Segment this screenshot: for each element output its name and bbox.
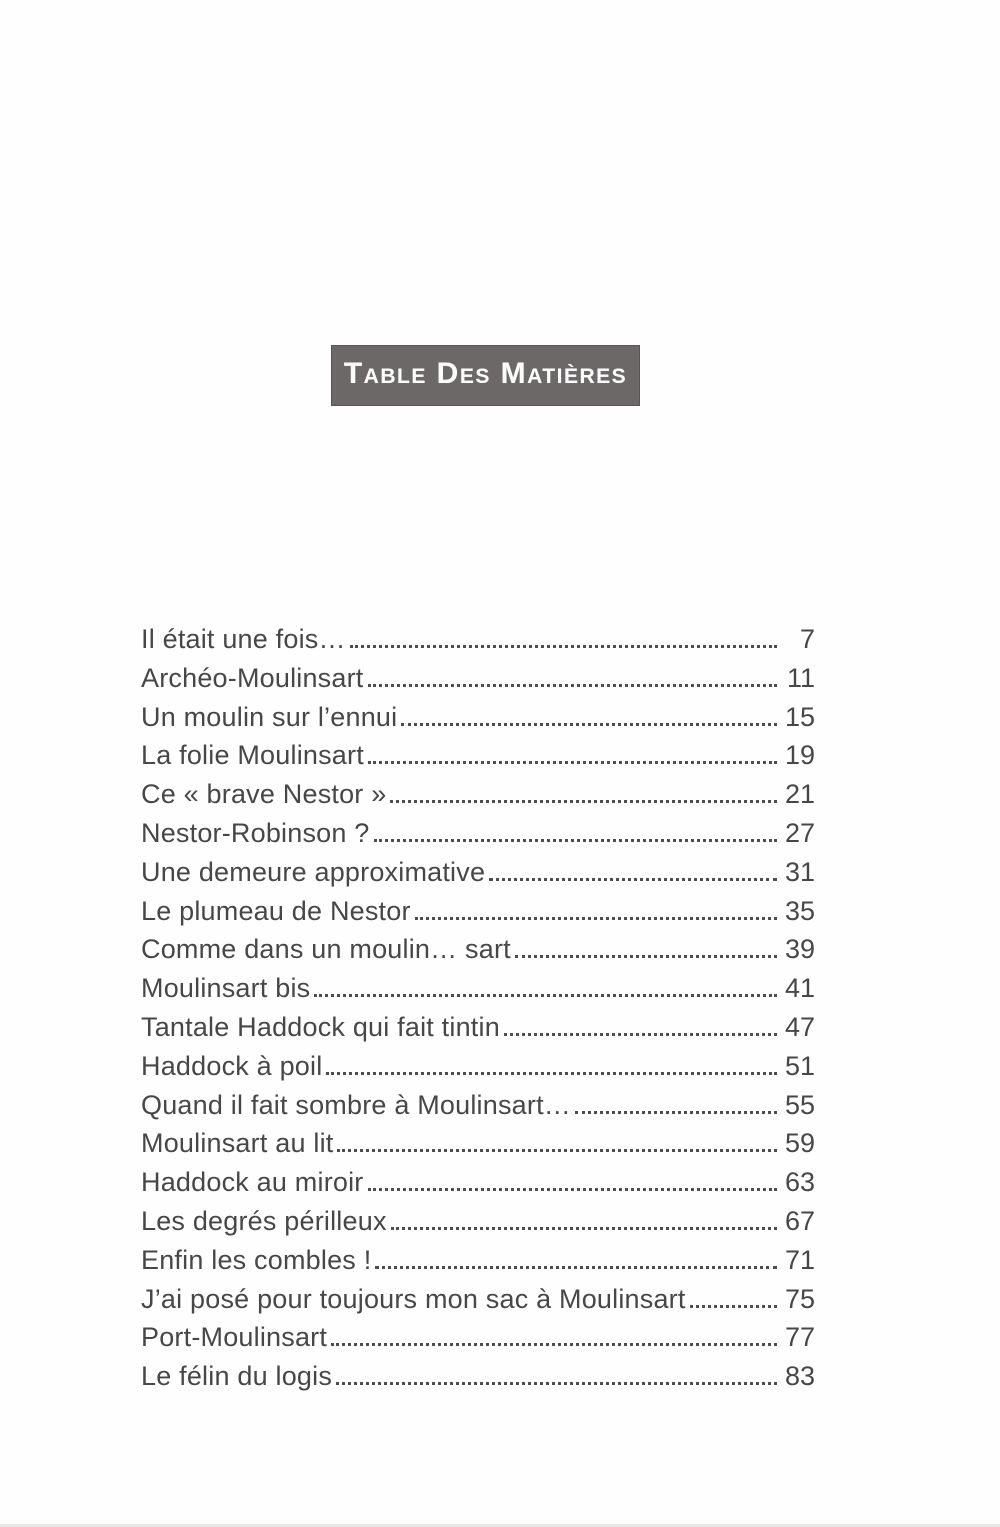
toc-leader-dots xyxy=(504,1033,777,1036)
toc-entry-page: 77 xyxy=(784,1322,815,1353)
toc-entry-page: 19 xyxy=(784,740,815,771)
toc-row xyxy=(141,1012,815,1051)
toc-leader-dots xyxy=(690,1305,777,1308)
toc-leader-dots xyxy=(489,878,777,881)
toc-entry-title: Nestor-Robinson ? xyxy=(141,817,370,848)
toc-entry-title: J’ai posé pour toujours mon sac à Moulinsart xyxy=(141,1283,686,1314)
toc-entry-page: 75 xyxy=(784,1283,815,1314)
toc-row xyxy=(141,818,815,857)
toc-entry-page: 51 xyxy=(784,1050,815,1081)
toc-row xyxy=(141,624,815,663)
toc-entry-page: 11 xyxy=(786,662,815,693)
toc-leader-dots xyxy=(368,761,777,764)
toc-leader-dots xyxy=(401,723,777,726)
toc-entry-title: Haddock au miroir xyxy=(141,1167,364,1198)
toc-entry-page: 27 xyxy=(784,817,815,848)
toc-entry-title: Les degrés périlleux xyxy=(141,1205,387,1236)
toc-row xyxy=(141,934,815,973)
toc-row xyxy=(141,857,815,896)
toc-entry-title: Comme dans un moulin… sart xyxy=(141,934,511,965)
toc-list xyxy=(141,624,815,1400)
toc-entry-page: 21 xyxy=(784,779,815,810)
toc-row xyxy=(141,1322,815,1361)
toc-row xyxy=(141,1167,815,1206)
toc-leader-dots xyxy=(314,994,777,997)
toc-entry-page: 39 xyxy=(784,934,815,965)
toc-leader-dots xyxy=(326,1072,777,1075)
toc-leader-dots xyxy=(375,1266,777,1269)
toc-row xyxy=(141,1128,815,1167)
toc-row xyxy=(141,663,815,702)
toc-leader-dots xyxy=(391,1227,777,1230)
toc-entry-title: Une demeure approximative xyxy=(141,856,486,887)
toc-leader-dots xyxy=(337,1149,777,1152)
toc-entry-page: 59 xyxy=(784,1128,815,1159)
toc-entry-title: Le plumeau de Nestor xyxy=(141,895,411,926)
toc-entry-title: Moulinsart bis xyxy=(141,973,311,1004)
toc-entry-title: Le félin du logis xyxy=(141,1361,333,1392)
toc-row xyxy=(141,702,815,741)
toc-entry-title: La folie Moulinsart xyxy=(141,740,364,771)
toc-leader-dots xyxy=(515,955,777,958)
toc-row xyxy=(141,1090,815,1129)
toc-entry-title: Port-Moulinsart xyxy=(141,1322,328,1353)
toc-row xyxy=(141,973,815,1012)
toc-entry-title: Haddock à poil xyxy=(141,1050,323,1081)
toc-header-banner xyxy=(331,345,640,406)
toc-entry-title: Il était une fois… xyxy=(141,624,346,654)
toc-entry-page: 35 xyxy=(784,895,815,926)
toc-entry-page: 7 xyxy=(799,624,815,654)
toc-leader-dots xyxy=(415,917,777,920)
toc-entry-page: 47 xyxy=(784,1011,815,1042)
toc-entry-page: 67 xyxy=(784,1205,815,1236)
toc-entry-title: Moulinsart au lit xyxy=(141,1128,334,1159)
toc-entry-title: Quand il fait sombre à Moulinsart… xyxy=(141,1089,571,1120)
toc-leader-dots xyxy=(390,800,777,803)
toc-entry-page: 41 xyxy=(784,973,815,1004)
toc-entry-page: 31 xyxy=(784,856,815,887)
toc-entry-page: 71 xyxy=(784,1244,815,1275)
toc-row xyxy=(141,740,815,779)
toc-leader-dots xyxy=(331,1343,777,1346)
toc-entry-title: Archéo-Moulinsart xyxy=(141,662,364,693)
toc-row xyxy=(141,1051,815,1090)
toc-leader-dots xyxy=(336,1382,777,1385)
toc-leader-dots xyxy=(575,1111,777,1114)
toc-leader-dots xyxy=(374,839,777,842)
toc-row xyxy=(141,1206,815,1245)
toc-entry-page: 55 xyxy=(784,1089,815,1120)
toc-entry-title: Tantale Haddock qui fait tintin xyxy=(141,1011,500,1042)
toc-entry-page: 15 xyxy=(784,701,815,732)
page-title: Table Des Matières xyxy=(343,356,628,390)
toc-row xyxy=(141,779,815,818)
toc-leader-dots xyxy=(350,645,777,648)
toc-row xyxy=(141,1361,815,1400)
toc-row xyxy=(141,1245,815,1284)
toc-leader-dots xyxy=(368,1188,778,1191)
toc-leader-dots xyxy=(368,684,778,687)
toc-entry-page: 63 xyxy=(784,1167,815,1198)
toc-row xyxy=(141,1284,815,1323)
toc-entry-title: Enfin les combles ! xyxy=(141,1244,372,1275)
toc-entry-title: Ce « brave Nestor » xyxy=(141,779,387,810)
toc-entry-title: Un moulin sur l’ennui xyxy=(141,701,398,732)
toc-entry-page: 83 xyxy=(784,1361,815,1392)
toc-row xyxy=(141,896,815,935)
